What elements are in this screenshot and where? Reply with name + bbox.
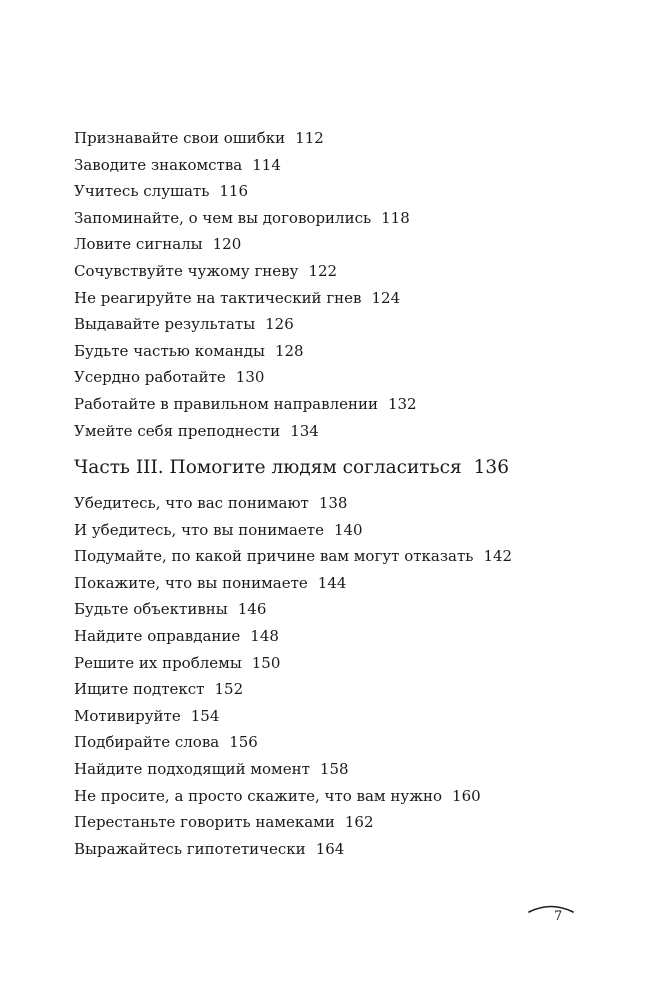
- toc-entry-title: Решите их проблемы: [74, 653, 242, 672]
- toc-entry-page: 132: [387, 394, 417, 413]
- toc-entry-title: Выражайтесь гипотетически: [74, 839, 306, 858]
- toc-section-1: [74, 125, 634, 444]
- toc-entry: [74, 703, 634, 730]
- toc-entry-title: Не просите, а просто скажите, что вам нужно: [74, 786, 443, 805]
- part-heading-title: Часть III. Помогите людям согласиться: [74, 457, 462, 478]
- toc-entry-title: Подумайте, по какой причине вам могут отказать: [74, 547, 474, 566]
- toc-entry: [74, 650, 634, 677]
- toc-entry: [74, 311, 634, 338]
- toc-entry: [74, 756, 634, 783]
- toc-entry-title: Усердно работайте: [74, 368, 226, 387]
- toc-entry: [74, 231, 634, 258]
- toc-entry: [74, 205, 634, 232]
- toc-entry-title: Выдавайте результаты: [74, 315, 256, 334]
- toc-entry-title: Убедитесь, что вас понимают: [74, 494, 309, 512]
- toc-entry-page: 140: [333, 520, 363, 539]
- toc-entry-page: 156: [229, 733, 258, 752]
- toc-entry-page: 130: [235, 368, 265, 387]
- toc-entry: [74, 338, 634, 365]
- toc-entry-page: 116: [219, 182, 249, 201]
- toc-entry-title: Будьте частью команды: [74, 341, 265, 360]
- toc-entry: [74, 285, 634, 312]
- toc-entry-page: 146: [237, 600, 267, 619]
- toc-entry: [74, 178, 634, 205]
- toc-entry-title: Ищите подтекст: [74, 680, 205, 699]
- toc-entry-title: Признавайте свои ошибки: [74, 129, 286, 147]
- toc-entry: [74, 517, 634, 544]
- toc-entry: [74, 490, 634, 517]
- toc-section-2: [74, 490, 634, 862]
- toc-entry-title: Найдите оправдание: [74, 626, 241, 645]
- toc-entry: [74, 543, 634, 570]
- toc-entry-title: Запоминайте, о чем вы договорились: [74, 208, 372, 227]
- toc-entry-title: Умейте себя преподнести: [74, 421, 281, 440]
- toc-entry-page: 142: [483, 547, 513, 566]
- toc-entry-page: 118: [381, 208, 410, 227]
- toc-entry: [74, 596, 634, 623]
- toc-entry-title: И убедитесь, что вы понимаете: [74, 520, 324, 539]
- toc-entry-page: 134: [290, 421, 319, 440]
- page-number: 7: [554, 909, 563, 924]
- toc-entry: [74, 570, 634, 597]
- toc-entry-page: 114: [252, 155, 281, 174]
- toc-entry-title: Сочувствуйте чужому гневу: [74, 261, 299, 280]
- toc-entry: [74, 729, 634, 756]
- toc-entry-title: Покажите, что вы понимаете: [74, 573, 308, 592]
- toc-entry-page: 112: [295, 129, 324, 147]
- toc-entry: [74, 809, 634, 836]
- toc-entry-page: 164: [315, 839, 345, 858]
- toc-entry-page: 124: [371, 288, 401, 307]
- toc-entry-page: 150: [251, 653, 281, 672]
- toc-entry: [74, 391, 634, 418]
- toc-entry-page: 162: [344, 813, 374, 832]
- part-heading-page: 136: [473, 457, 509, 478]
- toc-entry-title: Подбирайте слова: [74, 733, 220, 752]
- toc-entry: [74, 783, 634, 810]
- toc-entry: [74, 623, 634, 650]
- toc-entry-title: Учитесь слушать: [74, 182, 210, 201]
- toc-entry-page: 160: [452, 786, 481, 805]
- toc-entry: [74, 418, 634, 445]
- toc-entry: [74, 836, 634, 863]
- toc-entry-title: Найдите подходящий момент: [74, 759, 310, 778]
- toc-entry: [74, 125, 634, 152]
- toc-entry-page: 122: [308, 261, 338, 280]
- toc-entry-title: Мотивируйте: [74, 706, 181, 725]
- toc-entry: [74, 258, 634, 285]
- toc-entry-page: 152: [214, 680, 244, 699]
- toc-entry: [74, 364, 634, 391]
- toc-entry-title: Перестаньте говорить намеками: [74, 813, 335, 832]
- toc-entry-title: Ловите сигналы: [74, 235, 203, 254]
- toc-entry-title: Будьте объективны: [74, 600, 228, 619]
- toc-entry-page: 128: [274, 341, 304, 360]
- toc-entry-page: 120: [212, 235, 242, 254]
- toc-entry-page: 126: [265, 315, 294, 334]
- page-footer: [527, 898, 587, 938]
- toc-entry-title: Заводите знакомства: [74, 155, 243, 174]
- toc-entry-page: 148: [250, 626, 279, 645]
- part-heading: [74, 455, 509, 481]
- toc-entry-page: 158: [319, 759, 349, 778]
- toc-entry-page: 154: [190, 706, 220, 725]
- toc-entry: [74, 676, 634, 703]
- toc-entry-title: Не реагируйте на тактический гнев: [74, 288, 362, 307]
- toc-entry: [74, 152, 634, 179]
- toc-entry-page: 144: [317, 573, 347, 592]
- toc-entry-page: 138: [318, 494, 348, 512]
- toc-entry-title: Работайте в правильном направлении: [74, 394, 378, 413]
